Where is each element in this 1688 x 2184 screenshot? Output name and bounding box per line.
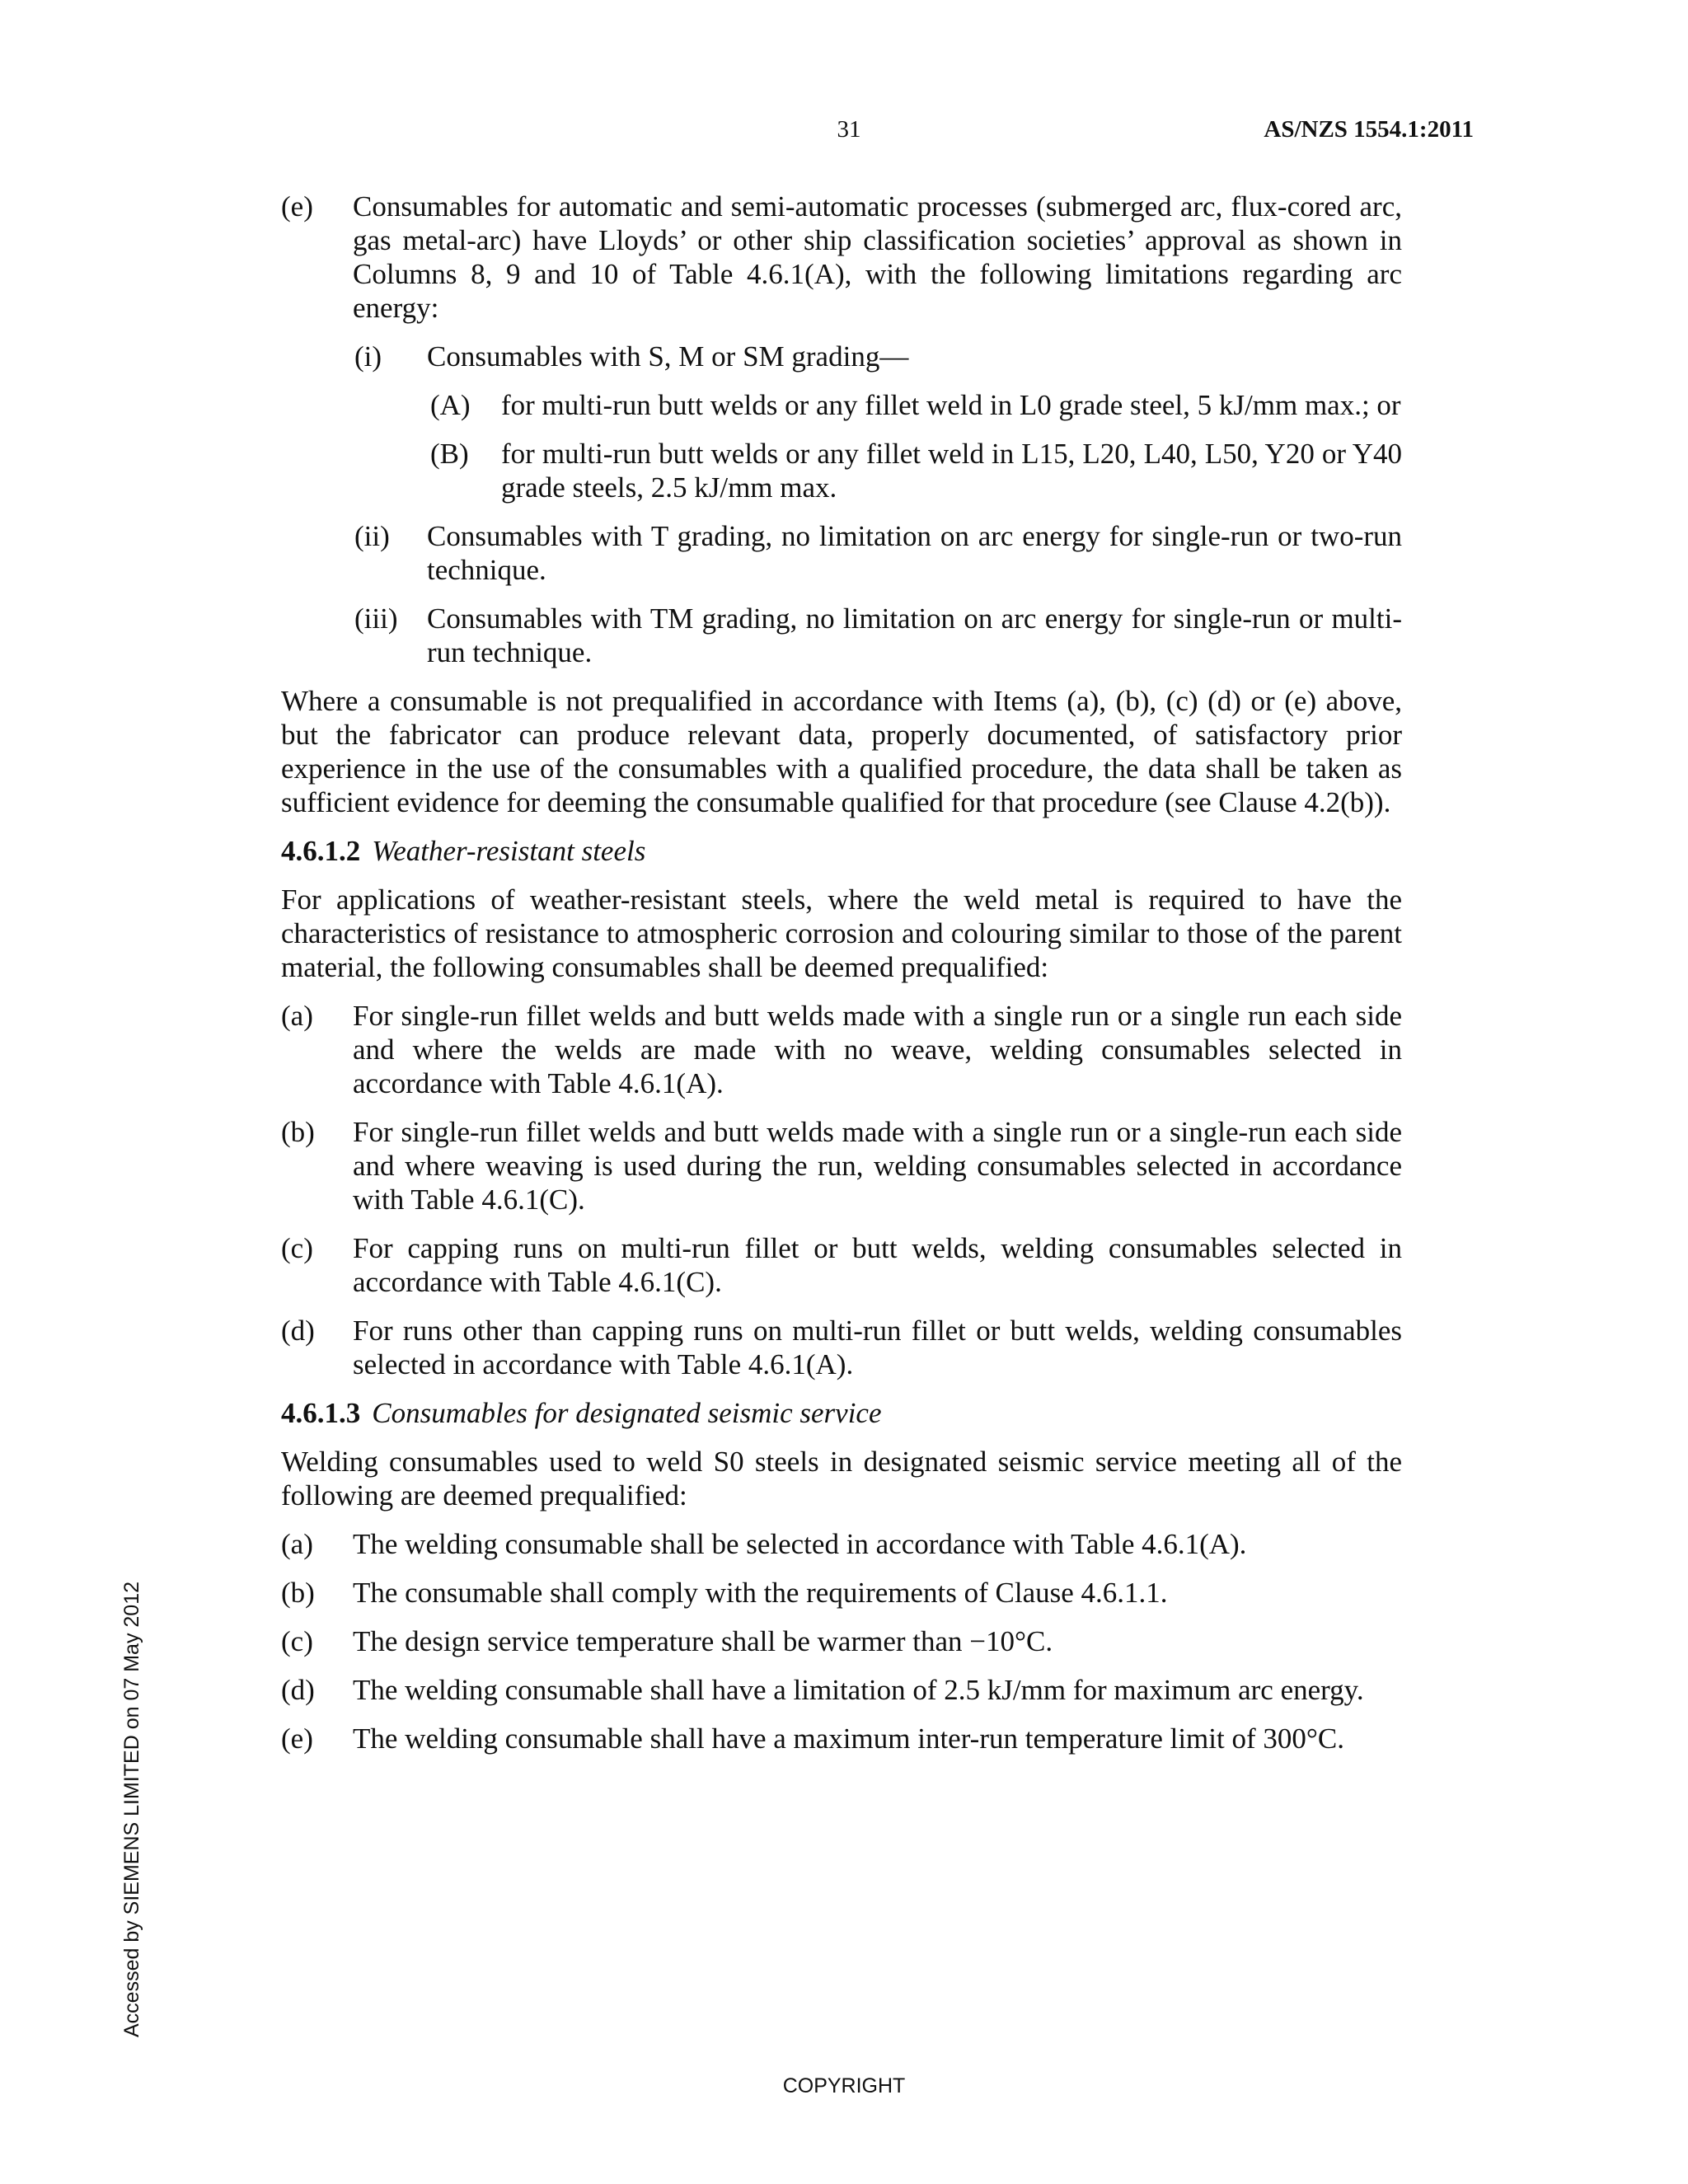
item-text: for multi-run butt welds or any fillet weld in L15, L20, L40, L50, Y20 or Y40 grade steels, 2.5 kJ/mm max. <box>501 438 1402 504</box>
list-item-ii <box>281 519 1402 587</box>
document-body <box>281 190 1402 1770</box>
item-label: (B) <box>430 438 469 470</box>
item-label: (c) <box>281 1625 313 1657</box>
item-label: (A) <box>430 389 471 421</box>
item-text: Consumables for automatic and semi-automatic processes (submerged arc, flux-cored arc, gas metal-arc) have Lloyds’ or other ship classification societies’ approval as shown in Columns 8, 9 and 10 of Table 4.6.1(A), with the following limitations regarding arc energy: <box>353 190 1402 324</box>
item-label: (d) <box>281 1674 315 1706</box>
item-label: (iii) <box>354 602 398 635</box>
clause-intro: For applications of weather-resistant steels, where the weld metal is required to have the characteristics of resistance to atmospheric corrosion and colouring similar to those of the parent material, the following consumables shall be deemed prequalified: <box>281 883 1402 983</box>
access-watermark: Accessed by SIEMENS LIMITED on 07 May 2012 <box>120 1581 143 2037</box>
item-text: Consumables with S, M or SM grading— <box>427 340 909 373</box>
item-label: (d) <box>281 1315 315 1347</box>
item-label: (a) <box>281 1000 313 1032</box>
clause-title: Weather-resistant steels <box>372 835 646 867</box>
list-item-B <box>281 437 1402 504</box>
clause-title: Consumables for designated seismic service <box>372 1397 882 1429</box>
item-text: For capping runs on multi-run fillet or butt welds, welding consumables selected in accordance with Table 4.6.1(C). <box>353 1232 1402 1298</box>
item-text: Consumables with TM grading, no limitation on arc energy for single-run or multi-run technique. <box>427 602 1402 668</box>
clause-intro: Welding consumables used to weld S0 steels in designated seismic service meeting all of the following are deemed prequalified: <box>281 1446 1402 1511</box>
standard-code: AS/NZS 1554.1:2011 <box>1264 116 1474 143</box>
list-item <box>281 1115 1402 1216</box>
clause-heading-4613 <box>281 1396 1402 1430</box>
item-text: For single-run fillet welds and butt welds made with a single run or a single run each side and where the welds are made with no weave, welding consumables selected in accordance with Table 4.6.1(A). <box>353 1000 1402 1099</box>
item-text: The welding consumable shall have a limitation of 2.5 kJ/mm for maximum arc energy. <box>353 1674 1364 1706</box>
item-text: The welding consumable shall be selected in accordance with Table 4.6.1(A). <box>353 1528 1247 1560</box>
item-text: For runs other than capping runs on multi-run fillet or butt welds, welding consumables selected in accordance with Table 4.6.1(A). <box>353 1315 1402 1380</box>
item-label: (c) <box>281 1232 313 1264</box>
item-label: (b) <box>281 1577 315 1609</box>
list-item <box>281 1624 1402 1658</box>
list-item <box>281 1722 1402 1755</box>
item-text: For single-run fillet welds and butt welds made with a single run or a single-run each side and where weaving is used during the run, welding consumables selected in accordance with Table 4.6.1(C). <box>353 1116 1402 1216</box>
item-label: (b) <box>281 1116 315 1148</box>
list-item <box>281 1527 1402 1561</box>
clause-number: 4.6.1.3 <box>281 1397 361 1429</box>
list-item-iii <box>281 602 1402 669</box>
copyright-footer: COPYRIGHT <box>782 2074 906 2097</box>
page-number: 31 <box>837 116 861 143</box>
list-item-A <box>281 388 1402 422</box>
item-label: (i) <box>354 340 382 373</box>
list-item <box>281 1314 1402 1381</box>
item-label: (a) <box>281 1528 313 1560</box>
prequalification-note: Where a consumable is not prequalified in accordance with Items (a), (b), (c) (d) or (e) above, but the fabricator can produce relevant data, properly documented, of satisfactory prior experience in the use of the consumables with a qualified procedure, the data shall be taken as sufficient evidence for deeming the consumable qualified for that procedure (see Clause 4.2(b)). <box>281 685 1402 818</box>
clause-number: 4.6.1.2 <box>281 835 361 867</box>
item-text: for multi-run butt welds or any fillet weld in L0 grade steel, 5 kJ/mm max.; or <box>501 389 1401 421</box>
list-item-i <box>281 340 1402 373</box>
item-label: (ii) <box>354 520 390 552</box>
item-text: The welding consumable shall have a maximum inter-run temperature limit of 300°C. <box>353 1722 1344 1755</box>
list-item <box>281 1231 1402 1299</box>
item-text: Consumables with T grading, no limitation on arc energy for single-run or two-run technique. <box>427 520 1402 586</box>
list-item-e <box>281 190 1402 325</box>
item-text: The consumable shall comply with the requirements of Clause 4.6.1.1. <box>353 1577 1168 1609</box>
clause-heading-4612 <box>281 834 1402 868</box>
list-item <box>281 999 1402 1100</box>
item-label: (e) <box>281 190 313 223</box>
list-item <box>281 1576 1402 1610</box>
item-text: The design service temperature shall be warmer than −10°C. <box>353 1625 1053 1657</box>
list-item <box>281 1673 1402 1707</box>
item-label: (e) <box>281 1722 313 1755</box>
